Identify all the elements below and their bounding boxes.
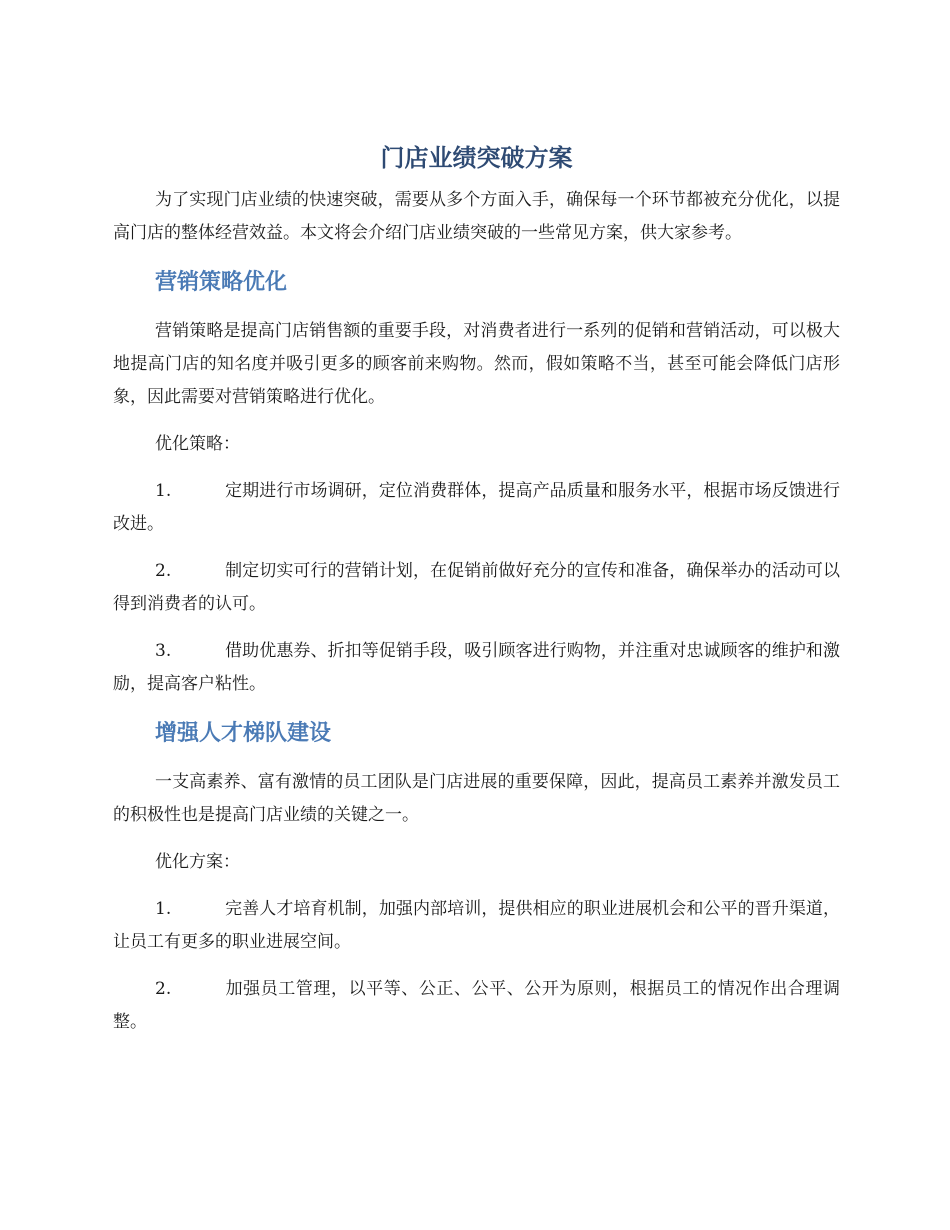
intro-paragraph: 为了实现门店业绩的快速突破，需要从多个方面入手，确保每一个环节都被充分优化，以提高门店的整体经营效益。本文将会介绍门店业绩突破的一些常见方案，供大家参考。 — [113, 190, 840, 243]
list-text: 加强员工管理，以平等、公正、公平、公开为原则，根据员工的情况作出合理调整。 — [113, 978, 840, 1032]
list-item — [113, 893, 840, 959]
list-text: 制定切实可行的营销计划，在促销前做好充分的宣传和准备，确保举办的活动可以得到消费者的认可。 — [113, 560, 840, 614]
list-item — [113, 555, 840, 621]
list-item — [113, 475, 840, 541]
section-heading-marketing: 营销策略优化 — [155, 270, 288, 295]
section-heading-talent: 增强人才梯队建设 — [155, 720, 332, 746]
list-number: 1. — [155, 898, 172, 919]
document-page — [113, 140, 840, 1053]
section-paragraph: 一支高素养、富有激情的员工团队是门店进展的重要保障，因此，提高员工素养并激发员工的积极性也是提高门店业绩的关键之一。 — [113, 771, 840, 825]
list-number: 2. — [155, 560, 172, 581]
section-paragraph: 营销策略是提高门店销售额的重要手段，对消费者进行一系列的促销和营销活动，可以极大地提高门店的知名度并吸引更多的顾客前来购物。然而，假如策略不当，甚至可能会降低门店形象，因此需要对营销策略进行优化。 — [113, 320, 840, 407]
list-item — [113, 635, 840, 701]
list-text: 完善人才培育机制，加强内部培训，提供相应的职业进展机会和公平的晋升渠道，让员工有更多的职业进展空间。 — [113, 898, 840, 952]
list-text: 借助优惠券、折扣等促销手段，吸引顾客进行购物，并注重对忠诚顾客的维护和激励，提高客户粘性。 — [113, 640, 840, 694]
list-label: 优化方案： — [155, 851, 240, 872]
document-title: 门店业绩突破方案 — [380, 144, 573, 172]
list-number: 3. — [155, 640, 172, 661]
list-number: 2. — [155, 978, 172, 999]
list-number: 1. — [155, 480, 172, 501]
list-label: 优化策略： — [155, 433, 240, 454]
list-text: 定期进行市场调研，定位消费群体，提高产品质量和服务水平，根据市场反馈进行改进。 — [113, 480, 840, 534]
list-item — [113, 973, 840, 1039]
